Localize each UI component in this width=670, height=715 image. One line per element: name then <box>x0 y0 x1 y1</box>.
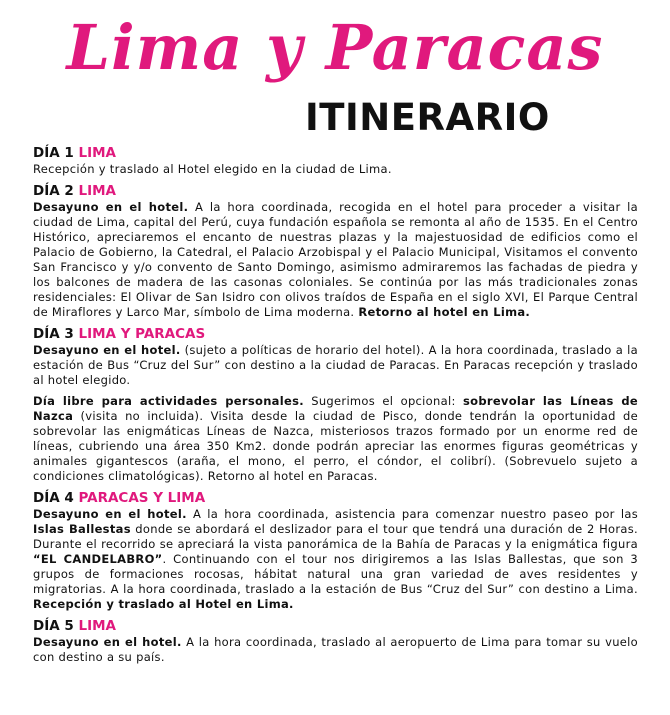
day-2-number: DÍA 2 <box>33 183 74 199</box>
itinerary-content <box>33 145 638 671</box>
day-3-heading <box>33 326 638 343</box>
day-4-place: PARACAS Y LIMA <box>78 490 206 506</box>
day-4-number: DÍA 4 <box>33 490 74 506</box>
day-5-heading <box>33 618 638 635</box>
page-subtitle: ITINERARIO <box>305 96 550 139</box>
day-3-section <box>33 326 638 484</box>
day-5-text: Desayuno en el hotel. A la hora coordinada, traslado al aeropuerto de Lima para tomar su vuelo con destino a su país. <box>33 635 638 664</box>
day-1-section <box>33 145 638 177</box>
day-3-number: DÍA 3 <box>33 326 74 342</box>
day-5-place: LIMA <box>78 618 116 634</box>
day-1-text: Recepción y traslado al Hotel elegido en la ciudad de Lima. <box>33 162 392 176</box>
page-title: Lima y Paracas <box>66 11 604 84</box>
day-1-heading <box>33 145 638 162</box>
day-1-place: LIMA <box>78 145 116 161</box>
day-2-text: Desayuno en el hotel. A la hora coordinada, recogida en el hotel para proceder a visitar la ciudad de Lima, capital del Perú, cuya fundación española se remonta al año de 1535. En el Centro Histórico, apreciaremos el encanto de nuestras plazas y la majestuosidad de edificios como el Palacio de Gobierno, la Catedral, el Palacio Arzobispal y el Palacio Municipal, Visitamos el convento San Francisco y y/o convento de Santo Domingo, asimismo admiraremos las fachadas de piedra y los balcones de madera de las casonas coloniales. Se continúa por las más tradicionales zonas residenciales: El Olivar de San Isidro con olivos traídos de España en el siglo XVI, El Parque Central de Miraflores y Larco Mar, símbolo de Lima moderna. Retorno al hotel en Lima. <box>33 200 639 319</box>
day-3-text-1: Desayuno en el hotel. (sujeto a políticas de horario del hotel). A la hora coordinada, traslado a la estación de Bus “Cruz del Sur” con destino a la ciudad de Paracas. En Paracas recepción y traslado al hotel elegido. <box>33 343 638 387</box>
day-3-place: LIMA Y PARACAS <box>78 326 206 342</box>
day-4-section <box>33 490 638 612</box>
day-1-number: DÍA 1 <box>33 145 74 161</box>
day-5-number: DÍA 5 <box>33 618 74 634</box>
day-2-heading <box>33 183 638 200</box>
day-4-text: Desayuno en el hotel. A la hora coordinada, asistencia para comenzar nuestro paseo por las Islas Ballestas donde se abordará el deslizador para el tour que tendrá una duración de 2 Horas. Durante el recorrido se apreciará la vista panorámica de la Bahía de Paracas y la enigmática figura “EL CANDELABRO”. Continuando con el tour nos dirigiremos a las Islas Ballestas, que son 3 grupos de formaciones rocosas, hábitat natural una gran variedad de aves residentes y migratorias. A la hora coordinada, traslado a la estación de Bus “Cruz del Sur” con destino a Lima. Recepción y traslado al Hotel en Lima. <box>33 507 638 611</box>
day-4-heading <box>33 490 638 507</box>
day-2-section <box>33 183 638 320</box>
day-5-section <box>33 618 638 665</box>
day-3-text-2: Día libre para actividades personales. Sugerimos el opcional: sobrevolar las Líneas de Nazca (visita no incluida). Visita desde la ciudad de Pisco, donde tendrán la oportunidad de sobrevolar las enigmáticas Líneas de Nazca, misteriosos trazos formado por un enorme red de líneas, cubriendo una área 350 Km2. donde podrán apreciar las enormes figuras geométricas y animales gigantescos (araña, el mono, el perro, el cóndor, el colibrí). (Sobrevuelo sujeto a condiciones climatológicas). Retorno al hotel en Paracas. <box>33 394 638 483</box>
day-2-place: LIMA <box>78 183 116 199</box>
